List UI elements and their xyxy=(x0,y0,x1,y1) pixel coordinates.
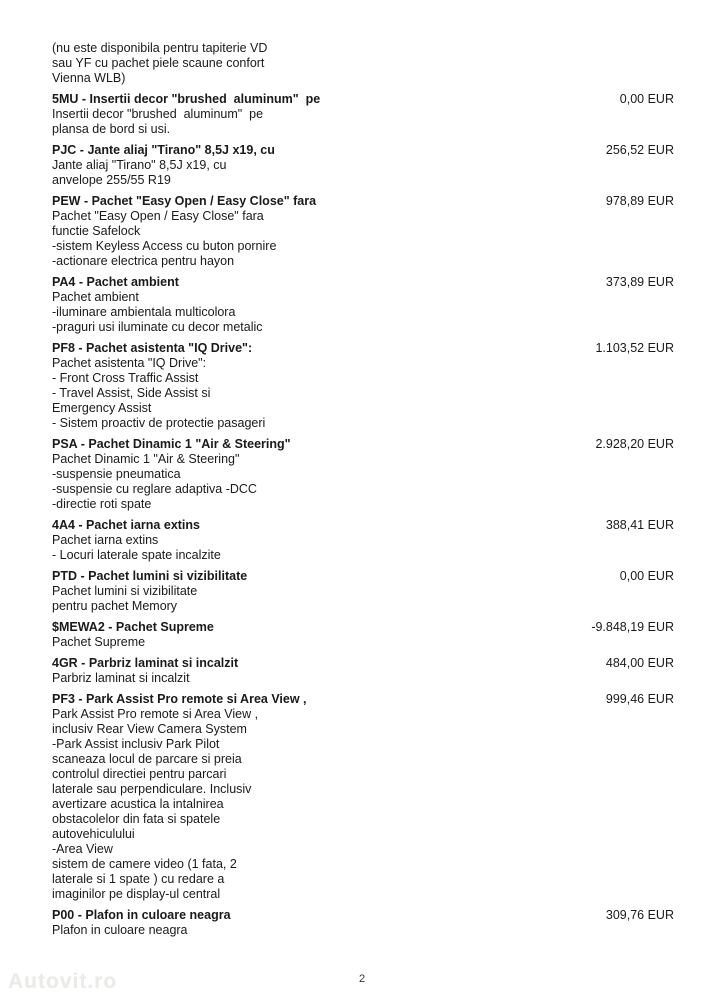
description-line: Pachet ambient xyxy=(52,290,139,304)
description-line: -iluminare ambientala multicolora xyxy=(52,305,236,319)
option-row xyxy=(52,620,674,635)
option-code: 4GR xyxy=(52,656,78,670)
option-code: PA4 xyxy=(52,275,76,289)
option-description xyxy=(52,158,674,188)
option-row xyxy=(52,275,674,290)
description-line: controlul directiei pentru parcari xyxy=(52,767,227,781)
option-item xyxy=(52,275,674,335)
separator: - xyxy=(75,275,87,289)
option-row xyxy=(52,569,674,584)
description-line: Pachet Dinamic 1 "Air & Steering" xyxy=(52,452,240,466)
option-item xyxy=(52,341,674,431)
description-line: - Front Cross Traffic Assist xyxy=(52,371,199,385)
option-item xyxy=(52,437,674,512)
option-title: Pachet Supreme xyxy=(115,620,214,634)
option-code: PSA xyxy=(52,437,78,451)
option-heading xyxy=(52,437,291,452)
option-heading xyxy=(52,341,252,356)
description-line: scaneaza locul de parcare si preia xyxy=(52,752,242,766)
option-row xyxy=(52,143,674,158)
option-item xyxy=(52,194,674,269)
separator: - xyxy=(74,341,87,355)
option-code: PF8 xyxy=(52,341,75,355)
option-row xyxy=(52,341,674,356)
separator: - xyxy=(74,908,86,922)
description-line: functie Safelock xyxy=(52,224,141,238)
option-heading xyxy=(52,92,320,107)
option-item xyxy=(52,692,674,902)
description-line: Pachet lumini si vizibilitate xyxy=(52,584,198,598)
option-price: 256,52 EUR xyxy=(605,143,674,157)
description-line: - Sistem proactiv de protectie pasageri xyxy=(52,416,266,430)
description-line: Pachet "Easy Open / Easy Close" fara xyxy=(52,209,264,223)
option-row xyxy=(52,518,674,533)
description-line: -Park Assist inclusiv Park Pilot xyxy=(52,737,220,751)
option-price: 0,00 EUR xyxy=(619,569,674,583)
option-description xyxy=(52,533,674,563)
description-line: obstacolelor din fata si spatele xyxy=(52,812,221,826)
option-item xyxy=(52,908,674,938)
intro-paragraph xyxy=(52,41,674,86)
option-code: 5MU xyxy=(52,92,79,106)
description-line: plansa de bord si usi. xyxy=(52,122,171,136)
option-title: Jante aliaj "Tirano" 8,5J x19, cu xyxy=(87,143,275,157)
description-line: -actionare electrica pentru hayon xyxy=(52,254,235,268)
description-line: Jante aliaj "Tirano" 8,5J x19, cu xyxy=(52,158,227,172)
option-description xyxy=(52,584,674,614)
description-line: laterale sau perpendiculare. Inclusiv xyxy=(52,782,252,796)
description-line: anvelope 255/55 R19 xyxy=(52,173,171,187)
description-line: autovehiculului xyxy=(52,827,135,841)
option-row xyxy=(52,692,674,707)
option-heading xyxy=(52,692,307,707)
description-line: -praguri usi iluminate cu decor metalic xyxy=(52,320,263,334)
option-code: PF3 xyxy=(52,692,75,706)
description-line: avertizare acustica la intalnirea xyxy=(52,797,224,811)
option-description xyxy=(52,707,674,902)
option-title: Pachet asistenta "IQ Drive": xyxy=(86,341,253,355)
option-title: Insertii decor "brushed aluminum" pe xyxy=(89,92,321,106)
description-line: -sistem Keyless Access cu buton pornire xyxy=(52,239,277,253)
option-price: 388,41 EUR xyxy=(605,518,674,532)
option-title: Parbriz laminat si incalzit xyxy=(88,656,239,670)
option-row xyxy=(52,194,674,209)
separator: - xyxy=(74,518,87,532)
option-price: 309,76 EUR xyxy=(605,908,674,922)
option-item xyxy=(52,143,674,188)
option-code: 4A4 xyxy=(52,518,75,532)
description-line: -Area View xyxy=(52,842,113,856)
separator: - xyxy=(76,143,88,157)
page-number: 2 xyxy=(358,973,366,985)
separator: - xyxy=(104,620,116,634)
option-item xyxy=(52,92,674,137)
option-item xyxy=(52,518,674,563)
separator: - xyxy=(78,92,90,106)
option-heading xyxy=(52,656,238,671)
description-line: -suspensie cu reglare adaptiva -DCC xyxy=(52,482,257,496)
option-heading xyxy=(52,620,214,635)
option-description xyxy=(52,209,674,269)
option-heading xyxy=(52,194,316,209)
description-line: imaginilor pe display-ul central xyxy=(52,887,221,901)
separator: - xyxy=(77,569,89,583)
description-line: Insertii decor "brushed aluminum" pe xyxy=(52,107,264,121)
intro-line: (nu este disponibila pentru tapiterie VD xyxy=(52,41,268,55)
option-heading xyxy=(52,275,179,290)
option-code: PTD xyxy=(52,569,77,583)
watermark: Autovit.ro xyxy=(8,970,118,993)
description-line: Parbriz laminat si incalzit xyxy=(52,671,190,685)
description-line: - Travel Assist, Side Assist si xyxy=(52,386,211,400)
option-price: 484,00 EUR xyxy=(605,656,674,670)
option-title: Park Assist Pro remote si Area View , xyxy=(86,692,307,706)
description-line: Pachet Supreme xyxy=(52,635,146,649)
option-title: Plafon in culoare neagra xyxy=(85,908,231,922)
option-code: P00 xyxy=(52,908,75,922)
description-line: sistem de camere video (1 fata, 2 xyxy=(52,857,237,871)
option-title: Pachet lumini si vizibilitate xyxy=(88,569,248,583)
description-line: Park Assist Pro remote si Area View , xyxy=(52,707,259,721)
option-description xyxy=(52,923,674,938)
option-price: 999,46 EUR xyxy=(605,692,674,706)
option-heading xyxy=(52,569,247,584)
separator: - xyxy=(74,692,87,706)
description-line: inclusiv Rear View Camera System xyxy=(52,722,247,736)
option-description xyxy=(52,290,674,335)
separator: - xyxy=(77,656,89,670)
options-list xyxy=(52,92,674,938)
intro-line: Vienna WLB) xyxy=(52,71,126,85)
option-price: 0,00 EUR xyxy=(619,92,674,106)
option-heading xyxy=(52,908,231,923)
option-item xyxy=(52,620,674,650)
separator: - xyxy=(77,437,89,451)
description-line: - Locuri laterale spate incalzite xyxy=(52,548,221,562)
option-price: 1.103,52 EUR xyxy=(595,341,674,355)
description-line: -directie roti spate xyxy=(52,497,152,511)
description-line: Emergency Assist xyxy=(52,401,152,415)
description-line: pentru pachet Memory xyxy=(52,599,178,613)
option-description xyxy=(52,635,674,650)
option-row xyxy=(52,92,674,107)
option-item xyxy=(52,656,674,686)
option-price: 978,89 EUR xyxy=(605,194,674,208)
option-price: 373,89 EUR xyxy=(605,275,674,289)
option-row xyxy=(52,656,674,671)
option-heading xyxy=(52,143,275,158)
option-title: Pachet ambient xyxy=(86,275,179,289)
description-line: Plafon in culoare neagra xyxy=(52,923,188,937)
description-line: Pachet iarna extins xyxy=(52,533,159,547)
description-line: Pachet asistenta "IQ Drive": xyxy=(52,356,207,370)
option-title: Pachet iarna extins xyxy=(86,518,200,532)
option-row xyxy=(52,908,674,923)
option-code: PEW xyxy=(52,194,81,208)
option-description xyxy=(52,107,674,137)
option-heading xyxy=(52,518,200,533)
intro-line: sau YF cu pachet piele scaune confort xyxy=(52,56,265,70)
option-item xyxy=(52,569,674,614)
option-code: PJC xyxy=(52,143,77,157)
option-description xyxy=(52,452,674,512)
description-line: -suspensie pneumatica xyxy=(52,467,181,481)
description-line: laterale si 1 spate ) cu redare a xyxy=(52,872,225,886)
option-title: Pachet Dinamic 1 "Air & Steering" xyxy=(88,437,291,451)
option-price: -9.848,19 EUR xyxy=(591,620,674,634)
separator: - xyxy=(80,194,92,208)
option-title: Pachet "Easy Open / Easy Close" fara xyxy=(91,194,317,208)
option-row xyxy=(52,437,674,452)
option-description xyxy=(52,356,674,431)
option-code: $MEWA2 xyxy=(52,620,105,634)
option-description xyxy=(52,671,674,686)
option-price: 2.928,20 EUR xyxy=(595,437,674,451)
